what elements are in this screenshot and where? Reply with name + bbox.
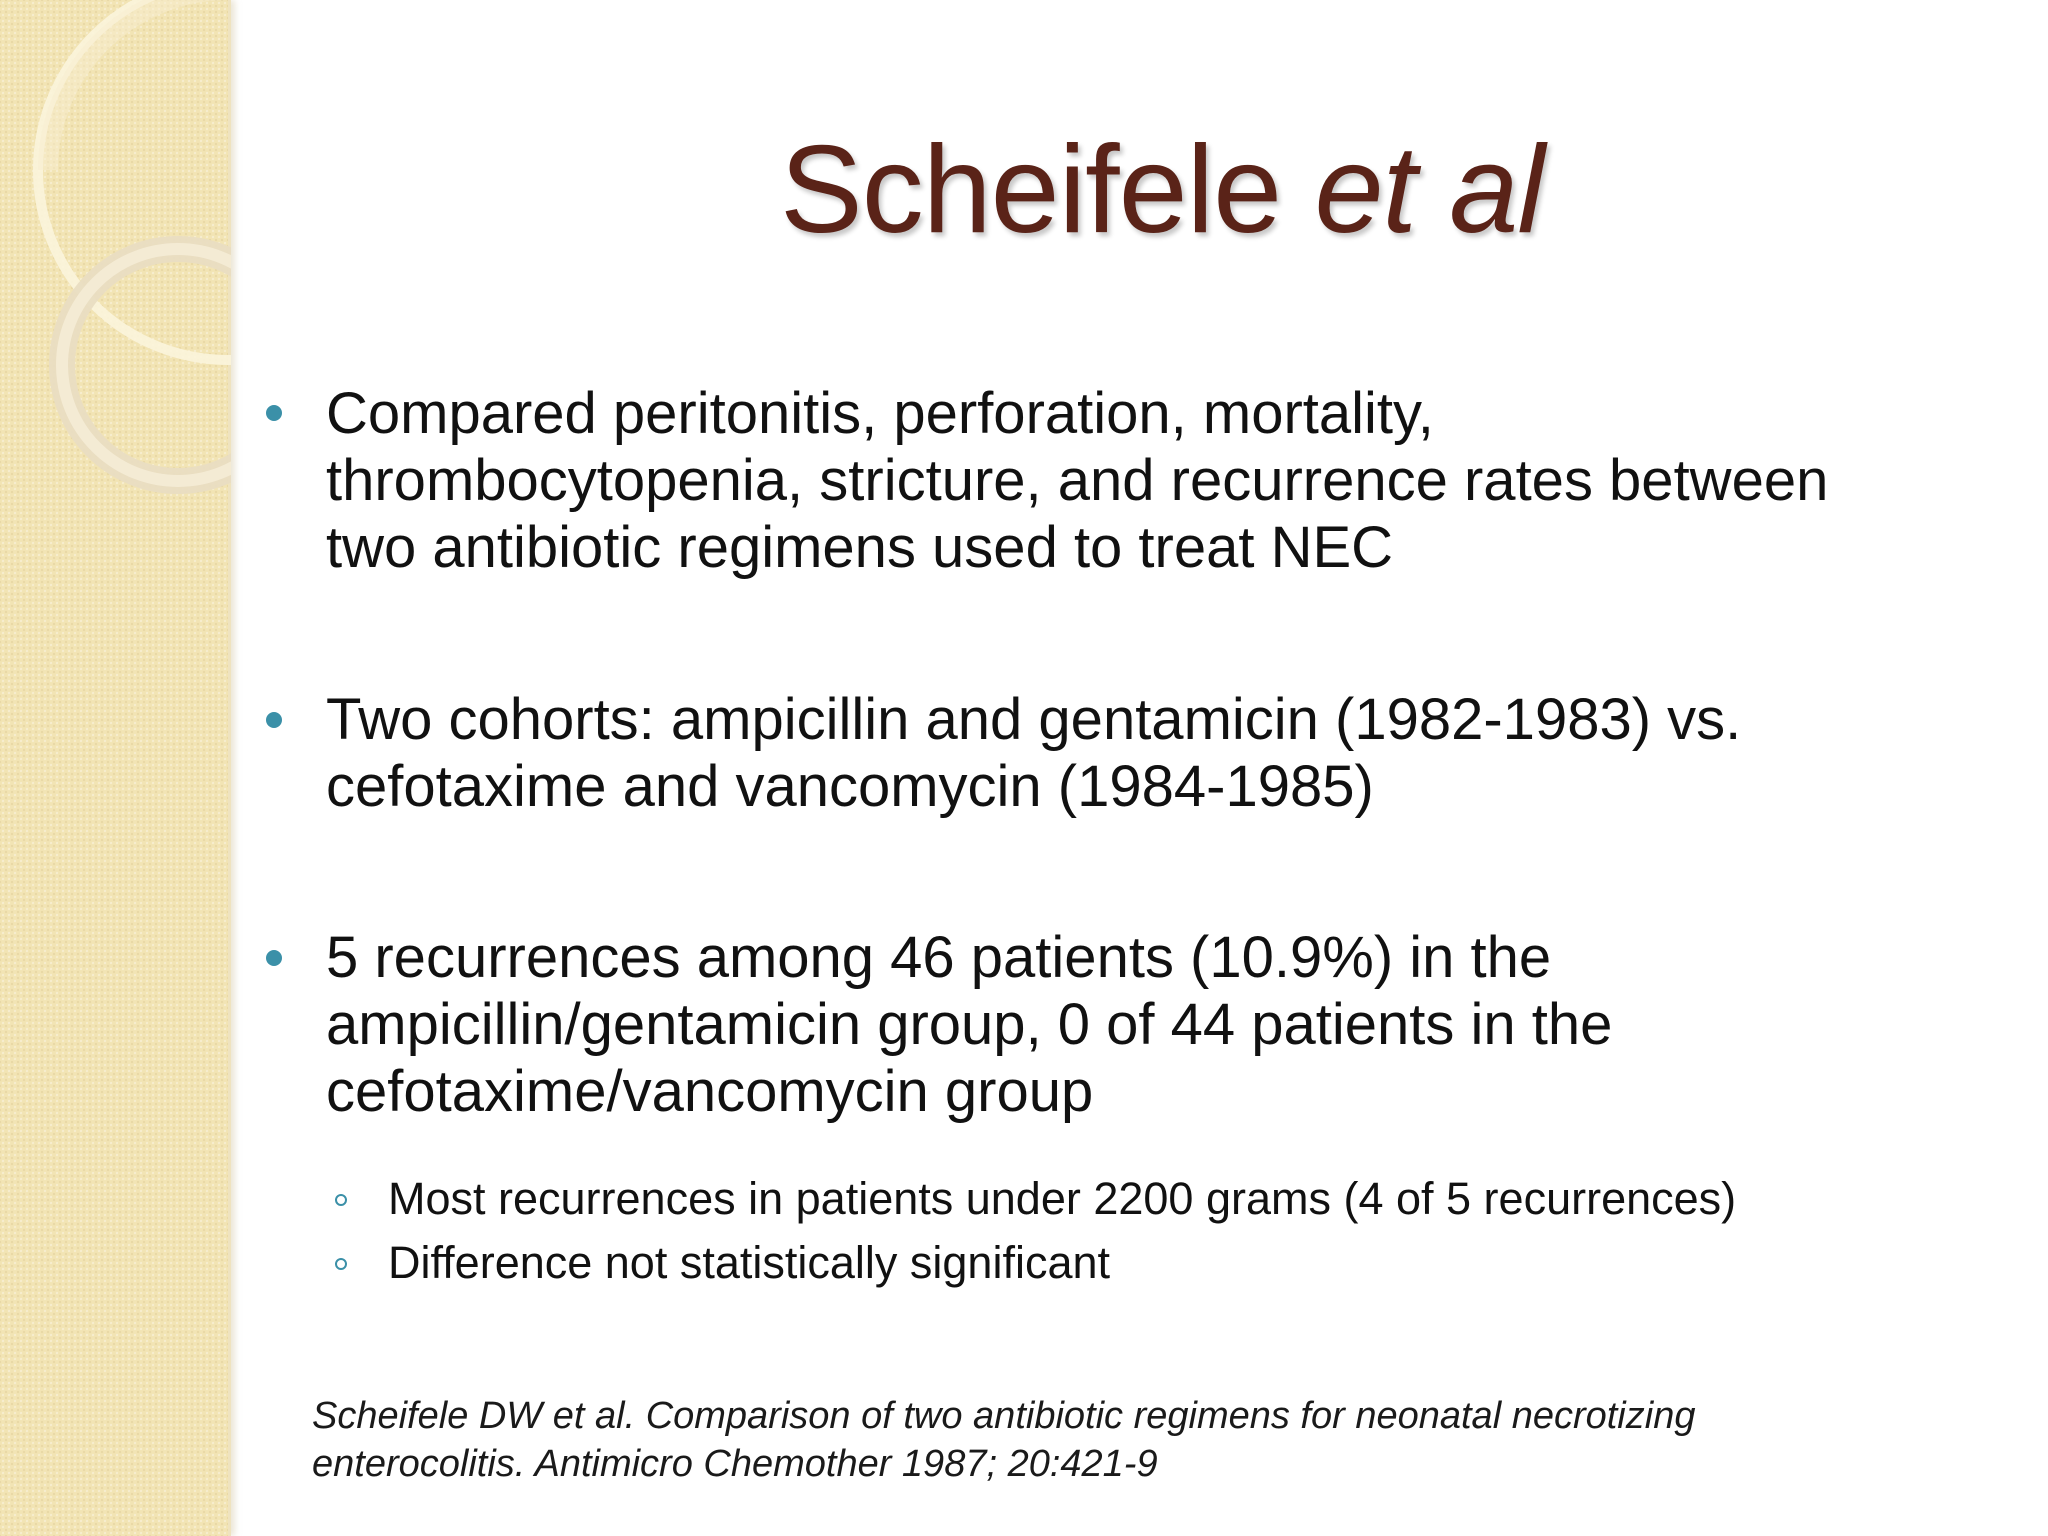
citation-line: enterocolitis. Antimicro Chemother 1987; 20:421-9	[312, 1443, 1158, 1485]
bullet-item	[326, 686, 2006, 820]
bullet-marker-icon	[266, 405, 282, 421]
bullet-marker-icon	[266, 950, 282, 966]
citation	[312, 1392, 1872, 1488]
decorative-rings-graphic	[0, 0, 231, 520]
title-author: Scheifele	[780, 121, 1282, 259]
bullet-line: cefotaxime and vancomycin (1984-1985)	[326, 754, 1374, 819]
bullet-line: Compared peritonitis, perforation, mortality,	[326, 381, 1434, 446]
decorative-side-strip	[0, 0, 231, 1536]
citation-line: Scheifele DW et al. Comparison of two antibiotic regimens for neonatal necrotizing	[312, 1395, 1696, 1437]
sub-bullet-item: Most recurrences in patients under 2200 grams (4 of 5 recurrences)	[388, 1173, 1737, 1224]
sub-bullet-marker-icon	[335, 1194, 347, 1206]
slide-title	[780, 121, 1544, 259]
bullet-item	[326, 380, 2006, 581]
bullet-line: two antibiotic regimens used to treat NEC	[326, 515, 1394, 580]
bullet-line: cefotaxime/vancomycin group	[326, 1059, 1094, 1124]
bullet-line: thrombocytopenia, stricture, and recurrence rates between	[326, 448, 1829, 513]
title-et-al: et al	[1314, 121, 1544, 259]
bullet-line: ampicillin/gentamicin group, 0 of 44 patients in the	[326, 992, 1613, 1057]
sub-bullet-item: Difference not statistically significant	[388, 1237, 1110, 1288]
bullet-line: Two cohorts: ampicillin and gentamicin (1982-1983) vs.	[326, 687, 1742, 752]
bullet-line: 5 recurrences among 46 patients (10.9%) in the	[326, 925, 1552, 990]
sub-bullet-marker-icon	[335, 1258, 347, 1270]
bullet-item	[326, 924, 2006, 1125]
bullet-marker-icon	[266, 712, 282, 728]
